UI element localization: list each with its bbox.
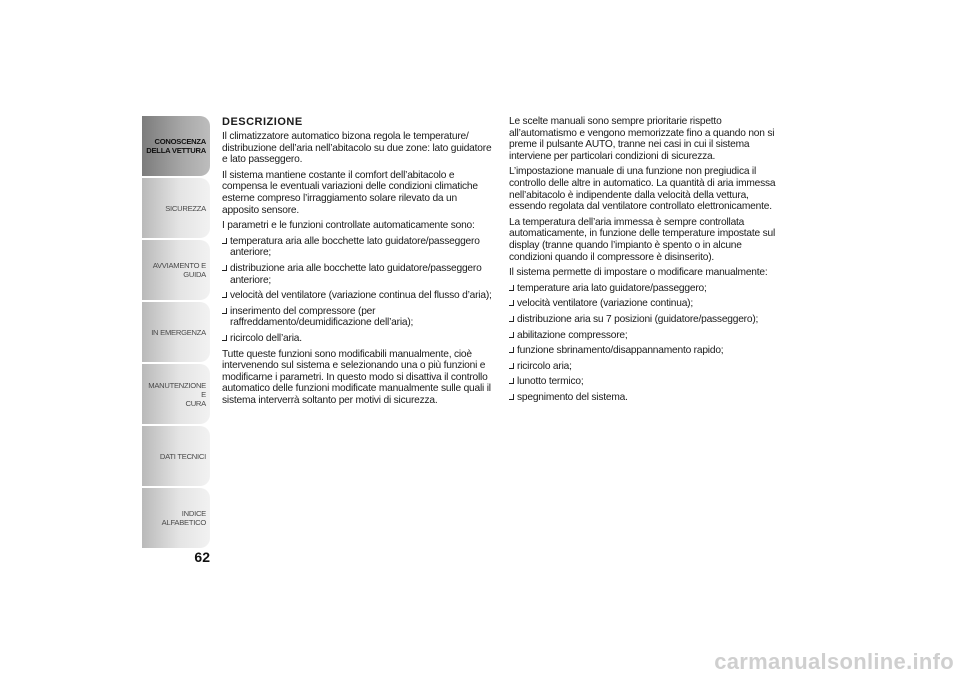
right-column: [509, 116, 781, 407]
checkbox-bullet-icon: [509, 300, 514, 306]
checkbox-bullet-icon: [222, 292, 227, 298]
checkbox-bullet-icon: [509, 332, 514, 338]
list-item: inserimento del compressore (per raffreddamento/deumidificazione dell’aria);: [222, 306, 494, 329]
list-item: lunotto termico;: [509, 376, 781, 388]
tab-indice-alfabetico[interactable]: [142, 488, 210, 548]
checkbox-bullet-icon: [222, 335, 227, 341]
tab-label: AVVIAMENTO E GUIDA: [152, 261, 206, 279]
list-item: distribuzione aria alle bocchette lato guidatore/passeggero anteriore;: [222, 263, 494, 286]
paragraph: Il sistema permette di impostare o modificare manualmente:: [509, 267, 768, 279]
chapter-sidebar: [142, 116, 210, 550]
list-item: funzione sbrinamento/disappannamento rapido;: [509, 345, 781, 357]
tab-label: CONOSCENZA DELLA VETTURA: [146, 137, 206, 155]
list-item: temperature aria lato guidatore/passeggero;: [509, 283, 781, 295]
checkbox-bullet-icon: [509, 363, 514, 369]
list-item: temperatura aria alle bocchette lato guidatore/passeggero anteriore;: [222, 236, 494, 259]
tab-in-emergenza[interactable]: [142, 302, 210, 362]
page-number: 62: [194, 549, 210, 565]
paragraph: I parametri e le funzioni controllate automaticamente sono:: [222, 220, 475, 232]
list-item: velocità del ventilatore (variazione continua del flusso d’aria);: [222, 290, 494, 302]
paragraph: Il climatizzatore automatico bizona regola le temperature/ distribuzione dell’aria nell’abitacolo su due zone: lato guidatore e lato passeggero.: [222, 131, 492, 166]
tab-label: IN EMERGENZA: [151, 327, 206, 337]
left-column: [222, 116, 494, 410]
tab-label: DATI TECNICI: [159, 451, 206, 461]
paragraph: Tutte queste funzioni sono modificabili manualmente, cioè intervenendo sul sistema e selezionando una o più funzioni e modificarne i parametri. In questo modo si disattiva il controllo automatico delle funzioni modificate manualmente sulle quali il sistema interverrà soltanto per motivi di sicurezza.: [222, 348, 491, 406]
tab-avviamento-e-guida[interactable]: [142, 240, 210, 300]
checkbox-bullet-icon: [509, 347, 514, 353]
watermark-text: carmanualsonline.info: [714, 649, 954, 674]
tab-label: MANUTENZIONE E CURA: [148, 380, 206, 408]
checkbox-bullet-icon: [222, 308, 227, 314]
paragraph: L’impostazione manuale di una funzione non pregiudica il controllo delle altre in automatico. La quantità di aria immessa nell’abitacolo è indipendente dalla velocità della vettura, essendo regolata dal ventilatore controllato elettronicamente.: [509, 166, 776, 213]
paragraph: La temperatura dell’aria immessa è sempre controllata automaticamente, in funzione delle temperature impostate sul display (tranne quando l’impianto è spento o in alcune condizioni quando il compressore è disinserito).: [509, 216, 776, 263]
list-item: distribuzione aria su 7 posizioni (guidatore/passeggero);: [509, 314, 781, 326]
paragraph: Il sistema mantiene costante il comfort dell’abitacolo e compensa le eventuali variazioni delle condizioni climatiche esterne compreso l’irraggiamento solare rilevato da un apposito sensore.: [222, 169, 478, 216]
paragraph: Le scelte manuali sono sempre prioritarie rispetto all’automatismo e vengono memorizzate fino a quando non si preme il pulsante AUTO, tranne nei casi in cui il sistema interviene per particolari condizioni di sicurezza.: [509, 116, 775, 162]
list-item: ricircolo aria;: [509, 361, 781, 373]
tab-sicurezza[interactable]: [142, 178, 210, 238]
tab-label: SICUREZZA: [165, 203, 206, 213]
tab-dati-tecnici[interactable]: [142, 426, 210, 486]
checkbox-bullet-icon: [222, 238, 227, 244]
section-heading: DESCRIZIONE: [222, 116, 303, 128]
checkbox-bullet-icon: [509, 394, 514, 400]
checkbox-bullet-icon: [222, 265, 227, 271]
tab-conoscenza-della-vettura[interactable]: [142, 116, 210, 176]
list-item: spegnimento del sistema.: [509, 392, 781, 404]
tab-label: INDICE ALFABETICO: [161, 509, 206, 527]
list-item: velocità ventilatore (variazione continua);: [509, 298, 781, 310]
list-item: ricircolo dell’aria.: [222, 333, 494, 345]
checkbox-bullet-icon: [509, 285, 514, 291]
manual-functions-list: [509, 283, 781, 404]
checkbox-bullet-icon: [509, 378, 514, 384]
checkbox-bullet-icon: [509, 316, 514, 322]
list-item: abilitazione compressore;: [509, 330, 781, 342]
tab-manutenzione-e-cura[interactable]: [142, 364, 210, 424]
auto-functions-list: [222, 236, 494, 345]
